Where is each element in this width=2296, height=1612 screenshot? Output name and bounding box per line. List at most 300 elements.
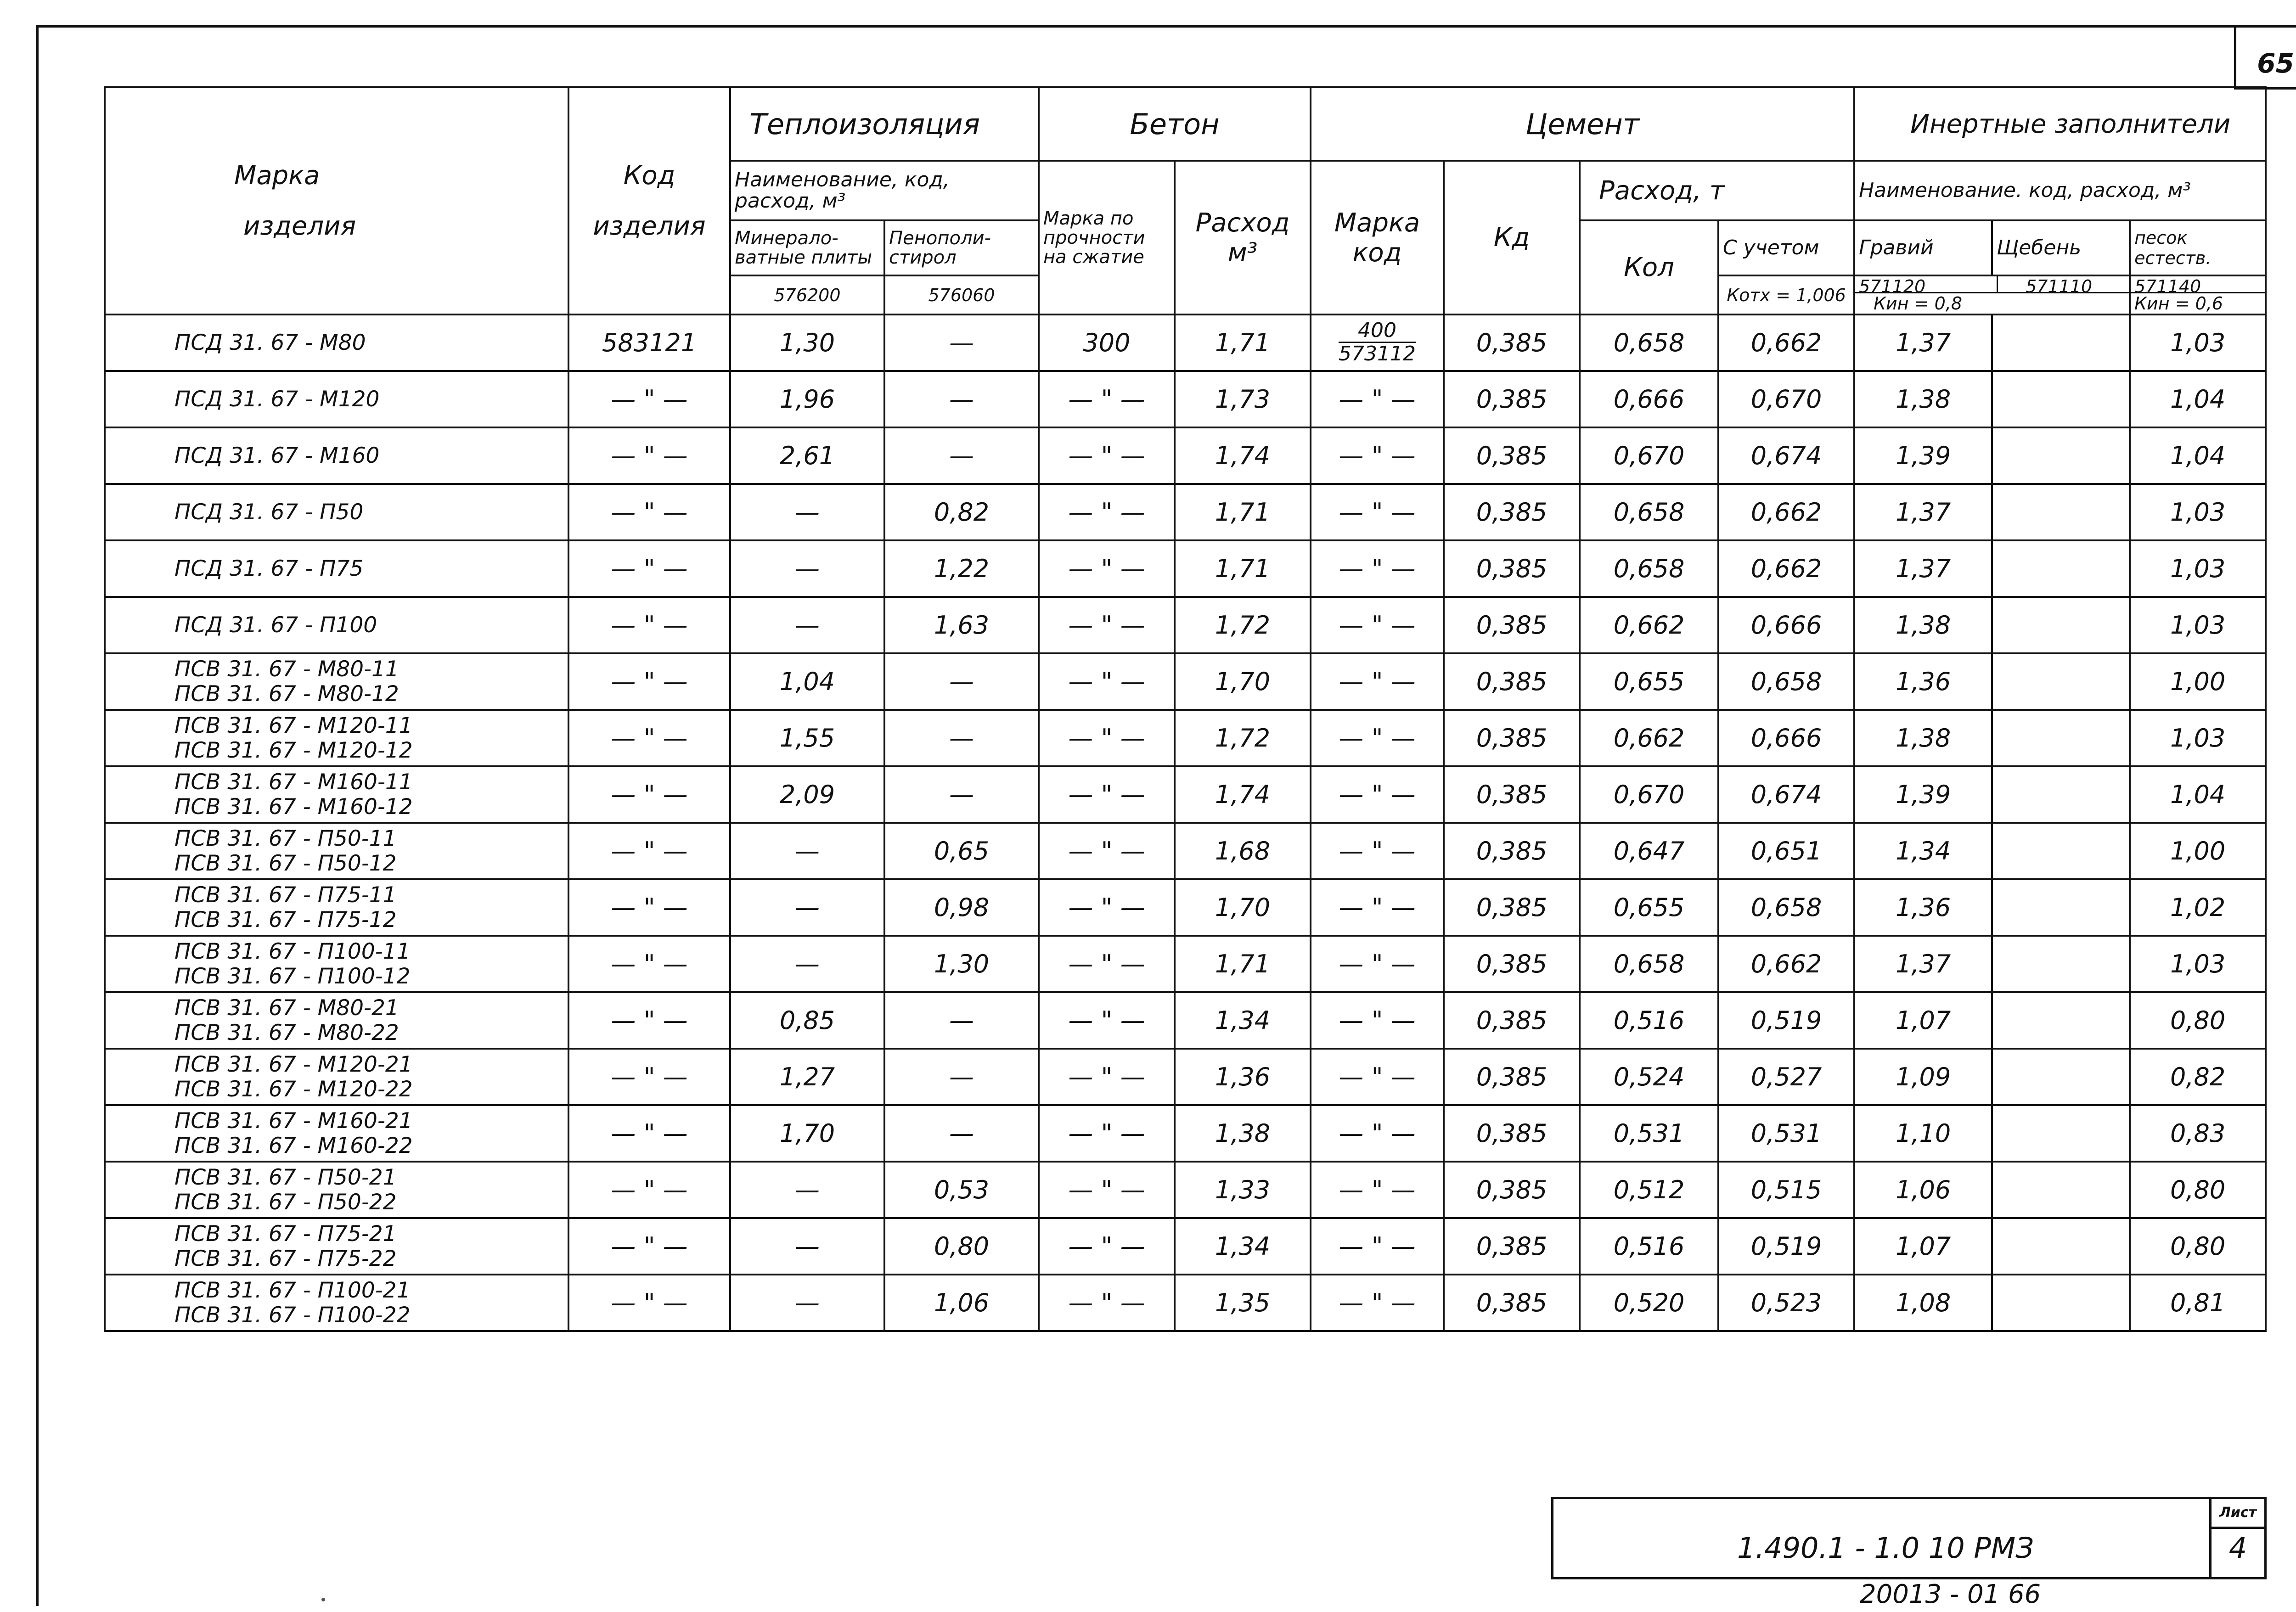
marka-line: ПСВ 31. 67 - П100-21 <box>174 1277 411 1303</box>
cell-graviy: 1,08 <box>1854 1275 1992 1331</box>
cell-kod: — " — <box>568 710 730 766</box>
cell-s-uch: 0,651 <box>1718 823 1854 879</box>
cell-peno: — <box>884 766 1039 823</box>
marka-line: ПСВ 31. 67 - М120-12 <box>174 737 413 763</box>
col-marka-header <box>105 87 568 315</box>
cell-graviy: 1,38 <box>1854 371 1992 427</box>
table-row <box>105 1162 2266 1218</box>
cell-beton-r: 1,36 <box>1175 1049 1311 1105</box>
cell-beton-r: 1,38 <box>1175 1105 1311 1162</box>
cell-marka <box>105 710 568 766</box>
cell-peno: — <box>884 992 1039 1049</box>
cell-pesok: 1,00 <box>2130 653 2266 710</box>
cell-peno: 0,65 <box>884 823 1039 879</box>
title-block <box>1551 1497 2267 1579</box>
table-row <box>105 766 2266 823</box>
cell-kd: 0,385 <box>1444 1162 1580 1218</box>
cell-peno: 0,53 <box>884 1162 1039 1218</box>
cell-s-uch: 0,662 <box>1718 540 1854 597</box>
marka-line: ПСВ 31. 67 - М80-11 <box>174 656 399 682</box>
cell-min: — <box>730 597 884 653</box>
marka-line: ПСВ 31. 67 - П75-12 <box>174 907 397 932</box>
cell-shcheben <box>1992 936 2130 992</box>
cell-shcheben <box>1992 1218 2130 1275</box>
cell-beton-r: 1,34 <box>1175 992 1311 1049</box>
table-row <box>105 1049 2266 1105</box>
cell-s-uch: 0,666 <box>1718 710 1854 766</box>
cell-cement-marka: — " — <box>1311 992 1444 1049</box>
cell-s-uch: 0,674 <box>1718 427 1854 484</box>
cell-s-uch: 0,523 <box>1718 1275 1854 1331</box>
header-marka-kod: Марка код <box>1311 161 1444 315</box>
cell-graviy: 1,37 <box>1854 484 1992 540</box>
cell-s-uch: 0,527 <box>1718 1049 1854 1105</box>
cell-min: — <box>730 1218 884 1275</box>
cell-shcheben <box>1992 1105 2130 1162</box>
cell-kol: 0,516 <box>1580 992 1718 1049</box>
cell-marka <box>105 992 568 1049</box>
header-naimenovanie-teplo: Наименование, код, расход, м³ <box>730 161 1039 220</box>
cell-kd: 0,385 <box>1444 992 1580 1049</box>
cell-graviy: 1,34 <box>1854 823 1992 879</box>
cell-peno: — <box>884 427 1039 484</box>
marka-line: ПСВ 31. 67 - П50-21 <box>174 1164 397 1190</box>
cell-min: 1,96 <box>730 371 884 427</box>
cell-kod: — " — <box>568 597 730 653</box>
cell-beton-marka: — " — <box>1039 710 1175 766</box>
marka-line: ПСВ 31. 67 - М120-22 <box>174 1076 413 1102</box>
cell-peno: — <box>884 710 1039 766</box>
marka-line: ПСВ 31. 67 - М80-12 <box>174 681 399 707</box>
cell-peno: 1,06 <box>884 1275 1039 1331</box>
cell-shcheben <box>1992 879 2130 936</box>
cell-graviy: 1,38 <box>1854 597 1992 653</box>
cell-min: — <box>730 1275 884 1331</box>
cell-beton-marka: — " — <box>1039 597 1175 653</box>
page-number: 65 <box>2257 48 2294 79</box>
cell-beton-r: 1,70 <box>1175 653 1311 710</box>
cell-peno: 1,22 <box>884 540 1039 597</box>
cell-pesok: 0,82 <box>2130 1049 2266 1105</box>
cell-marka <box>105 823 568 879</box>
cell-kol: 0,647 <box>1580 823 1718 879</box>
cell-pesok: 1,03 <box>2130 936 2266 992</box>
cell-pesok: 0,80 <box>2130 1218 2266 1275</box>
cell-min: — <box>730 484 884 540</box>
cell-min: 1,70 <box>730 1105 884 1162</box>
cell-pesok: 1,03 <box>2130 315 2266 371</box>
header-pesok-codes <box>2130 275 2266 315</box>
cell-kol: 0,520 <box>1580 1275 1718 1331</box>
cell-kod: — " — <box>568 1049 730 1105</box>
cell-kd: 0,385 <box>1444 597 1580 653</box>
cell-min: 1,55 <box>730 710 884 766</box>
cell-cement-marka: — " — <box>1311 1049 1444 1105</box>
header-rashod-beton: Расход м³ <box>1175 161 1311 315</box>
cell-beton-r: 1,72 <box>1175 710 1311 766</box>
cell-kod: — " — <box>568 484 730 540</box>
cell-min: 1,04 <box>730 653 884 710</box>
table-row <box>105 936 2266 992</box>
cell-graviy: 1,07 <box>1854 1218 1992 1275</box>
marka-line: ПСВ 31. 67 - П75-11 <box>174 882 397 908</box>
cell-beton-marka: — " — <box>1039 427 1175 484</box>
header-kod-izdeliya: изделия <box>593 211 706 241</box>
cell-kol: 0,662 <box>1580 710 1718 766</box>
cell-cement-marka: — " — <box>1311 484 1444 540</box>
sheet-column <box>2209 1499 2264 1577</box>
marka-line: ПСВ 31. 67 - М80-22 <box>174 1020 399 1045</box>
cement-kod: 573112 <box>1339 342 1416 365</box>
cell-pesok: 1,04 <box>2130 427 2266 484</box>
header-kin1: Кин = 0,8 <box>1874 293 1963 314</box>
cell-cement-marka: — " — <box>1311 427 1444 484</box>
marka-line: ПСВ 31. 67 - П100-11 <box>174 938 411 964</box>
header-izdeliya: изделия <box>243 211 356 241</box>
cell-shcheben <box>1992 1049 2130 1105</box>
cell-cement-marka: — " — <box>1311 1275 1444 1331</box>
cell-beton-marka: — " — <box>1039 653 1175 710</box>
cell-kd: 0,385 <box>1444 766 1580 823</box>
cell-pesok: 0,80 <box>2130 1162 2266 1218</box>
cell-shcheben <box>1992 315 2130 371</box>
cell-kod: — " — <box>568 540 730 597</box>
cell-beton-r: 1,72 <box>1175 597 1311 653</box>
header-kol: Кол <box>1580 220 1718 315</box>
cell-s-uch: 0,662 <box>1718 936 1854 992</box>
cell-beton-r: 1,74 <box>1175 427 1311 484</box>
cell-cement-marka: — " — <box>1311 710 1444 766</box>
cement-fraction <box>1339 320 1416 365</box>
cell-cement-marka: — " — <box>1311 766 1444 823</box>
cell-kod: — " — <box>568 1275 730 1331</box>
cell-beton-r: 1,34 <box>1175 1218 1311 1275</box>
cell-pesok: 1,02 <box>2130 879 2266 936</box>
document-code: 1.490.1 - 1.0 10 РМЗ <box>1737 1531 2034 1565</box>
frame-left-line <box>36 27 39 1606</box>
cell-cement-marka: — " — <box>1311 823 1444 879</box>
page-number-box <box>2234 28 2296 90</box>
cell-marka <box>105 766 568 823</box>
cell-kod: — " — <box>568 427 730 484</box>
cell-marka <box>105 597 568 653</box>
marka-line: ПСВ 31. 67 - П100-12 <box>174 963 411 989</box>
cell-kd: 0,385 <box>1444 1218 1580 1275</box>
header-pesok-code: 571140 <box>2131 276 2265 293</box>
marka-line: ПСВ 31. 67 - М120-11 <box>174 713 413 738</box>
cell-beton-r: 1,71 <box>1175 484 1311 540</box>
cell-graviy: 1,39 <box>1854 427 1992 484</box>
header-rashod-t: Расход, т <box>1580 161 1854 220</box>
cell-peno: 0,80 <box>884 1218 1039 1275</box>
cell-marka <box>105 1218 568 1275</box>
cell-beton-r: 1,71 <box>1175 540 1311 597</box>
table-row <box>105 484 2266 540</box>
cell-min: — <box>730 823 884 879</box>
header-kotx: Котх = 1,006 <box>1718 275 1854 315</box>
cell-min: — <box>730 1162 884 1218</box>
header-marka: Марка <box>234 160 320 191</box>
cell-pesok: 0,80 <box>2130 992 2266 1049</box>
cell-beton-marka: 300 <box>1039 315 1175 371</box>
cell-beton-marka: — " — <box>1039 823 1175 879</box>
marka-line: ПСВ 31. 67 - П100-22 <box>174 1302 411 1328</box>
header-kin2: Кин = 0,6 <box>2134 293 2223 314</box>
table-row <box>105 315 2266 371</box>
cell-kod: — " — <box>568 766 730 823</box>
cell-s-uch: 0,515 <box>1718 1162 1854 1218</box>
cell-graviy: 1,37 <box>1854 936 1992 992</box>
marka-line: ПСВ 31. 67 - П50-11 <box>174 826 397 851</box>
cell-kol: 0,658 <box>1580 315 1718 371</box>
cell-peno: — <box>884 1105 1039 1162</box>
cell-graviy: 1,39 <box>1854 766 1992 823</box>
cell-cement-marka: — " — <box>1311 597 1444 653</box>
archive-number: 20013 - 01 66 <box>1860 1579 2041 1609</box>
cell-min: 2,61 <box>730 427 884 484</box>
cell-kd: 0,385 <box>1444 879 1580 936</box>
cell-kod: — " — <box>568 1105 730 1162</box>
marka-line: ПСВ 31. 67 - М80-21 <box>174 995 399 1021</box>
materials-table <box>104 86 2267 1332</box>
cell-beton-marka: — " — <box>1039 766 1175 823</box>
cell-kol: 0,524 <box>1580 1049 1718 1105</box>
cell-beton-r: 1,73 <box>1175 371 1311 427</box>
cell-kd: 0,385 <box>1444 371 1580 427</box>
cell-s-uch: 0,662 <box>1718 484 1854 540</box>
cell-beton-marka: — " — <box>1039 879 1175 936</box>
header-mineral-code: 576200 <box>730 275 884 315</box>
cell-pesok: 1,00 <box>2130 823 2266 879</box>
cell-kod: — " — <box>568 371 730 427</box>
cell-kd: 0,385 <box>1444 1049 1580 1105</box>
table-row <box>105 1105 2266 1162</box>
marka-line: ПСВ 31. 67 - П50-22 <box>174 1189 397 1215</box>
cell-s-uch: 0,662 <box>1718 315 1854 371</box>
cell-s-uch: 0,666 <box>1718 597 1854 653</box>
cell-kol: 0,531 <box>1580 1105 1718 1162</box>
cell-min: — <box>730 936 884 992</box>
cell-kol: 0,666 <box>1580 371 1718 427</box>
cell-shcheben <box>1992 484 2130 540</box>
cell-kol: 0,658 <box>1580 936 1718 992</box>
cell-cement-marka <box>1311 315 1444 371</box>
cell-beton-marka: — " — <box>1039 484 1175 540</box>
cell-peno: 1,63 <box>884 597 1039 653</box>
cell-kd: 0,385 <box>1444 427 1580 484</box>
cell-shcheben <box>1992 653 2130 710</box>
cell-marka <box>105 427 568 484</box>
header-marka-po-prochnosti: Марка по прочности на сжатие <box>1039 161 1175 315</box>
cell-shcheben <box>1992 710 2130 766</box>
cell-shcheben <box>1992 1275 2130 1331</box>
cell-beton-r: 1,33 <box>1175 1162 1311 1218</box>
table-row <box>105 992 2266 1049</box>
cell-s-uch: 0,674 <box>1718 766 1854 823</box>
cell-graviy: 1,09 <box>1854 1049 1992 1105</box>
cell-cement-marka: — " — <box>1311 936 1444 992</box>
header-mineral: Минерало-ватные плиты <box>730 220 884 275</box>
cell-beton-marka: — " — <box>1039 371 1175 427</box>
cell-marka <box>105 1049 568 1105</box>
marka-line: ПСД 31. 67 - П75 <box>174 556 364 581</box>
cell-graviy: 1,10 <box>1854 1105 1992 1162</box>
cell-kd: 0,385 <box>1444 540 1580 597</box>
header-penopoli: Пенополи-стирол <box>884 220 1039 275</box>
cell-min: 2,09 <box>730 766 884 823</box>
cell-kod: — " — <box>568 1162 730 1218</box>
cell-marka <box>105 315 568 371</box>
cell-kol: 0,512 <box>1580 1162 1718 1218</box>
cell-pesok: 1,03 <box>2130 484 2266 540</box>
cell-graviy: 1,38 <box>1854 710 1992 766</box>
cell-min: 1,30 <box>730 315 884 371</box>
cell-graviy: 1,06 <box>1854 1162 1992 1218</box>
cell-marka <box>105 936 568 992</box>
header-graviy: Гравий <box>1854 220 1992 275</box>
cell-kol: 0,670 <box>1580 766 1718 823</box>
cell-kod: — " — <box>568 992 730 1049</box>
table-body <box>105 315 2266 1331</box>
marka-line: ПСВ 31. 67 - М120-21 <box>174 1051 413 1077</box>
header-graviy-code: 571120 <box>1855 276 1998 292</box>
cell-s-uch: 0,670 <box>1718 371 1854 427</box>
cell-peno: — <box>884 371 1039 427</box>
cell-beton-r: 1,68 <box>1175 823 1311 879</box>
cell-min: 0,85 <box>730 992 884 1049</box>
cell-graviy: 1,37 <box>1854 315 1992 371</box>
cell-kol: 0,658 <box>1580 540 1718 597</box>
cell-graviy: 1,36 <box>1854 653 1992 710</box>
cell-shcheben <box>1992 766 2130 823</box>
header-teploizolyaciya: Теплоизоляция <box>730 87 1039 161</box>
header-peno-code: 576060 <box>884 275 1039 315</box>
cell-marka <box>105 540 568 597</box>
table-row <box>105 1218 2266 1275</box>
cell-peno: 0,82 <box>884 484 1039 540</box>
header-beton: Бетон <box>1039 87 1311 161</box>
table-row <box>105 597 2266 653</box>
cell-kod: — " — <box>568 879 730 936</box>
cell-kd: 0,385 <box>1444 1275 1580 1331</box>
sheet-label: Лист <box>2212 1499 2264 1529</box>
header-shcheben: Щебень <box>1992 220 2130 275</box>
cell-s-uch: 0,658 <box>1718 879 1854 936</box>
cell-marka <box>105 1275 568 1331</box>
cell-kd: 0,385 <box>1444 653 1580 710</box>
cell-s-uch: 0,519 <box>1718 992 1854 1049</box>
frame-top-line <box>36 25 2296 28</box>
cell-min: — <box>730 879 884 936</box>
cell-kd: 0,385 <box>1444 710 1580 766</box>
cell-kod: — " — <box>568 653 730 710</box>
cell-kol: 0,655 <box>1580 653 1718 710</box>
cell-cement-marka: — " — <box>1311 540 1444 597</box>
header-s-uchetom: С учетом <box>1718 220 1854 275</box>
cell-marka <box>105 1162 568 1218</box>
header-naimenovanie-inert: Наименование. код, расход, м³ <box>1854 161 2266 220</box>
cell-graviy: 1,07 <box>1854 992 1992 1049</box>
cell-kd: 0,385 <box>1444 823 1580 879</box>
marka-line: ПСВ 31. 67 - П75-22 <box>174 1246 397 1271</box>
cell-beton-r: 1,70 <box>1175 879 1311 936</box>
header-pesok: песок естеств. <box>2130 220 2266 275</box>
cell-peno: — <box>884 315 1039 371</box>
cell-kol: 0,516 <box>1580 1218 1718 1275</box>
cell-min: 1,27 <box>730 1049 884 1105</box>
header-kd: Кд <box>1444 161 1580 315</box>
cell-pesok: 1,04 <box>2130 766 2266 823</box>
cell-shcheben <box>1992 597 2130 653</box>
cell-peno: — <box>884 1049 1039 1105</box>
cell-min: — <box>730 540 884 597</box>
cell-s-uch: 0,519 <box>1718 1218 1854 1275</box>
cell-beton-marka: — " — <box>1039 540 1175 597</box>
cell-graviy: 1,36 <box>1854 879 1992 936</box>
cell-kol: 0,658 <box>1580 484 1718 540</box>
cell-beton-r: 1,71 <box>1175 936 1311 992</box>
marka-line: ПСД 31. 67 - П50 <box>174 499 364 525</box>
marka-line: ПСД 31. 67 - П100 <box>174 612 377 638</box>
table-row <box>105 710 2266 766</box>
col-kod-header <box>568 87 730 315</box>
marka-line: ПСВ 31. 67 - М160-21 <box>174 1108 413 1134</box>
cell-peno: 0,98 <box>884 879 1039 936</box>
table-row <box>105 823 2266 879</box>
cell-kod: — " — <box>568 936 730 992</box>
scan-speck <box>321 1598 325 1601</box>
table-row <box>105 371 2266 427</box>
cell-beton-marka: — " — <box>1039 1275 1175 1331</box>
table-row <box>105 540 2266 597</box>
cell-shcheben <box>1992 992 2130 1049</box>
table-row <box>105 1275 2266 1331</box>
header-inertnye: Инертные заполнители <box>1854 87 2266 161</box>
cell-pesok: 0,83 <box>2130 1105 2266 1162</box>
cell-kd: 0,385 <box>1444 484 1580 540</box>
cell-shcheben <box>1992 823 2130 879</box>
cell-peno: — <box>884 653 1039 710</box>
cell-pesok: 1,03 <box>2130 710 2266 766</box>
cell-s-uch: 0,658 <box>1718 653 1854 710</box>
marka-line: ПСД 31. 67 - М80 <box>174 330 366 355</box>
cell-beton-r: 1,71 <box>1175 315 1311 371</box>
cell-beton-r: 1,74 <box>1175 766 1311 823</box>
header-inert-codes <box>1854 275 2130 315</box>
cell-marka <box>105 1105 568 1162</box>
cell-kol: 0,655 <box>1580 879 1718 936</box>
cell-kd: 0,385 <box>1444 936 1580 992</box>
marka-line: ПСД 31. 67 - М160 <box>174 443 380 468</box>
marka-line: ПСВ 31. 67 - П75-21 <box>174 1221 397 1247</box>
cell-cement-marka: — " — <box>1311 1218 1444 1275</box>
cell-cement-marka: — " — <box>1311 653 1444 710</box>
cell-marka <box>105 371 568 427</box>
cell-shcheben <box>1992 371 2130 427</box>
header-kod: Код <box>623 160 675 191</box>
cell-cement-marka: — " — <box>1311 879 1444 936</box>
cell-pesok: 1,03 <box>2130 540 2266 597</box>
table-row <box>105 653 2266 710</box>
cell-pesok: 1,04 <box>2130 371 2266 427</box>
marka-line: ПСВ 31. 67 - П50-12 <box>174 850 397 876</box>
cell-shcheben <box>1992 540 2130 597</box>
sheet-number: 4 <box>2228 1531 2247 1565</box>
cell-graviy: 1,37 <box>1854 540 1992 597</box>
cell-cement-marka: — " — <box>1311 1105 1444 1162</box>
cell-peno: 1,30 <box>884 936 1039 992</box>
cell-beton-marka: — " — <box>1039 992 1175 1049</box>
